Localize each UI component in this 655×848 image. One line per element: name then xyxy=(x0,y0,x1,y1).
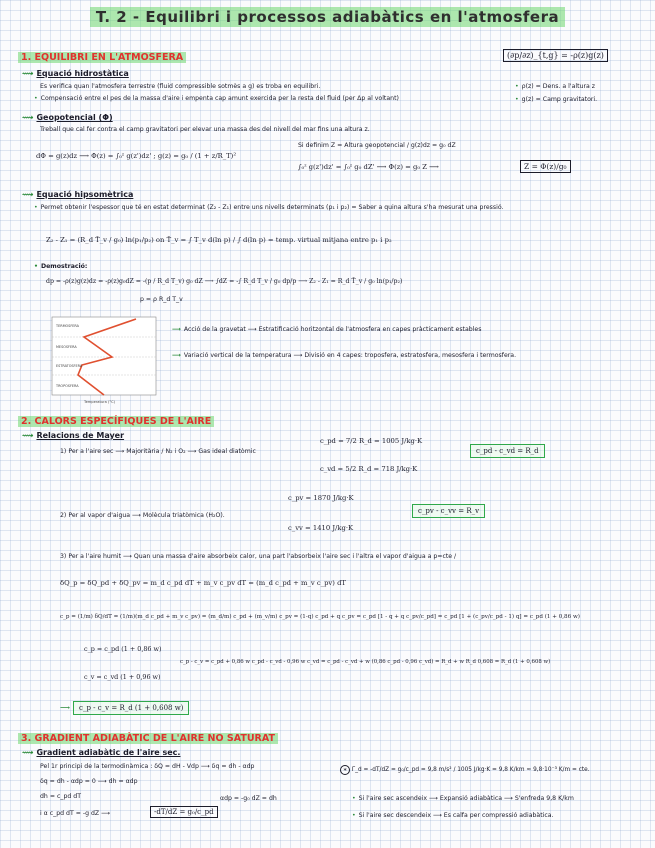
s3-r1: ∗ Γ_d = -dT/dZ = g₀/c_pd = 9,8 m/s² / 1005 J/kg·K = 9,8 K/km ≈ 9,8·10⁻³ K/m = cte. xyxy=(340,765,590,775)
s3-l1: Pel 1r principi de la termodinàmica : δQ = dH - Vdp ⟶ δq = dh - αdp xyxy=(40,763,255,770)
layer-label-thermo: TERMOSFERA xyxy=(56,324,79,328)
hydro-title: ⟿ Equació hidrostàtica xyxy=(22,69,129,78)
geop-eq1: dΦ = g(z)dz ⟶ Φ(z) = ∫₀ᶻ g(z')dz' ; g(z) = g₀ / (1 + z/R_T)² xyxy=(36,152,237,160)
s3-l3: dh = c_pd dT xyxy=(40,793,81,800)
vapor: 2) Per al vapor d'aigua ⟶ Molècula triatòmica (H₂O). xyxy=(60,512,225,519)
mayer-title: ⟿ Relacions de Mayer xyxy=(22,431,125,440)
dry-cv: c_vd = 5/2 R_d = 718 J/kg·K xyxy=(320,465,418,473)
wet-box: ⟶ c_p - c_v = R_d (1 + 0,608 w) xyxy=(60,703,189,712)
s3-r2: • Si l'aire sec ascendeix ⟶ Expansió adiabàtica ⟶ S'enfreda 9,8 K/km xyxy=(352,795,574,802)
hydro-text2: • Compensació entre el pes de la massa d'aire i empenta cap amunt exercida per la resta del fluid (per Δp al voltant) xyxy=(34,95,399,102)
geop-box: Z = Φ(z)/g₀ xyxy=(520,160,571,173)
layer-label-tropo: TROPOSFERA xyxy=(56,384,79,388)
wet-eq3b: c_v = c_vd (1 + 0,96 w) xyxy=(84,673,161,681)
layer-label-strato: ESTRATOSFERA xyxy=(56,364,83,368)
s3-box: -dT/dZ = g₀/c_pd xyxy=(150,806,218,818)
g-note: • g(z) = Camp gravitatori. xyxy=(515,96,598,103)
dry-cp: c_pd = 7/2 R_d = 1005 J/kg·K xyxy=(320,437,423,445)
geop-note: Si definim Z = Altura geopotencial / g(z)dz = g₀ dZ xyxy=(298,142,456,149)
dry-box: c_pd - c_vd = R_d xyxy=(470,444,545,458)
s3-l4: i α c_pd dT = -g dZ ⟶ xyxy=(40,810,111,817)
wet-eq2: c_p = (1/m) δQ/dT = (1/m)(m_d c_pd + m_v c_pv) = (m_d/m) c_pd + (m_v/m) c_pv = (1-q) c_pd + q c_pv = c_pd [1 - q + q c_pv/c_pd] = c_pd [1 + (c_pv/c_pd - 1) q] = c_pd (1 + 0,86 w) xyxy=(60,614,580,620)
section3-sub: ⟿ Gradient adiabàtic de l'aire sec. xyxy=(22,748,181,757)
wet-eq1: δQ_p = δQ_pd + δQ_pv = m_d c_pd dT + m_v c_pv dT = (m_d c_pd + m_v c_pv) dT xyxy=(60,579,346,587)
hyps-title: ⟿ Equació hipsomètrica xyxy=(22,190,134,199)
hyps-eq: Z₂ - Z₁ = (R_d T̄_v / g₀) ln(p₁/p₂) on T̄_v = ∫ T_v d(ln p) / ∫ d(ln p) = temp. virtual mitjana entre p₁ i p₂ xyxy=(46,236,392,244)
geop-title: ⟿ Geopotencial (Φ) xyxy=(22,113,113,122)
hydrostatic-box: (∂p/∂z)_{t,g} = -ρ(z)g(z) xyxy=(503,49,608,62)
rho-note: • ρ(z) = Dens. a l'altura z xyxy=(515,83,596,90)
s3-r3: • Si l'aire sec descendeix ⟶ Es calfa per compressió adiabàtica. xyxy=(352,812,554,819)
demo-sub: p = ρ R_d T_v xyxy=(140,296,183,303)
section3-heading: 3. GRADIENT ADIABÀTIC DE L'AIRE NO SATURAT xyxy=(18,733,278,744)
demo-title: • Demostració: xyxy=(34,263,88,270)
graph-note1: ⟶ Acció de la gravetat ⟶ Estratificació horitzontal de l'atmosfera en capes pràcticament estables xyxy=(172,326,482,333)
page-title: T. 2 - Equilibri i processos adiabàtics en l'atmosfera xyxy=(0,8,655,26)
graph-note2: ⟶ Variació vertical de la temperatura ⟶ Divisió en 4 capes: troposfera, estratosfera, mesosfera i termosfera. xyxy=(172,352,517,359)
dry-air: 1) Per a l'aire sec ⟶ Majoritària / N₂ i O₂ ⟶ Gas ideal diatòmic xyxy=(60,448,256,455)
vap-cv: c_vv = 1410 J/kg·K xyxy=(288,524,354,532)
geop-text: Treball que cal fer contra el camp gravitatori per elevar una massa des del nivell del mar fins una altura z. xyxy=(40,126,370,133)
hydro-text: Es verifica quan l'atmosfera terrestre (fluid compressible sotmès a g) es troba en equilibri. xyxy=(40,83,321,90)
graph-xlabel: Temperatura (°C) xyxy=(84,400,116,404)
hyps-text: • Permet obtenir l'espessor que té en estat determinat (Z₂ - Z₁) entre uns nivells determinats (p₁ i p₂) = Saber a quina altura s'ha mesurat una pressió. xyxy=(34,204,504,211)
wet-air: 3) Per a l'aire humit ⟶ Quan una massa d'aire absorbeix calor, una part l'absorbeix l'aire sec i l'altra el vapor d'aigua a p=cte / xyxy=(60,553,457,560)
vap-box: c_pv - c_vv = R_v xyxy=(412,504,485,518)
s3-mid: αdp = -g₀ dZ = dh xyxy=(220,795,277,802)
section2-heading: 2. CALORS ESPECÍFIQUES DE L'AIRE xyxy=(18,416,214,427)
wet-eq3a: c_p = c_pd (1 + 0,86 w) xyxy=(84,645,162,653)
layer-label-meso: MESOSFERA xyxy=(56,345,77,349)
wet-eq3c: c_p - c_v = c_pd + 0,86 w c_pd - c_vd - 0,96 w c_vd = c_pd - c_vd + w (0,86 c_pd - 0,96 c_vd) = R_d + w R_d 0,608 = R_d (1 + 0,608 w) xyxy=(180,659,551,665)
s3-l2: δq = dh - αdp = 0 ⟶ dh = αdp xyxy=(40,778,138,785)
demo-eq: dp = -ρ(z)g(z)dz = -ρ(z)g₀dZ = -(p / R_d T_v) g₀ dZ ⟶ ∫dZ = -∫ R_d T_v / g₀ dp/p ⟶ Z₂ - Z₁ = R_d T̄_v / g₀ ln(p₁/p₂) xyxy=(46,278,403,285)
atmosphere-temperature-graph xyxy=(44,315,160,405)
section1-heading: 1. EQUILIBRI EN L'ATMOSFERA xyxy=(18,52,186,63)
vap-cp: c_pv = 1870 J/kg·K xyxy=(288,494,354,502)
geop-eq2: ∫₀ᶻ g(z')dz' = ∫₀ᶻ g₀ dZ' ⟶ Φ(z) = g₀ Z ⟶ xyxy=(298,163,439,171)
